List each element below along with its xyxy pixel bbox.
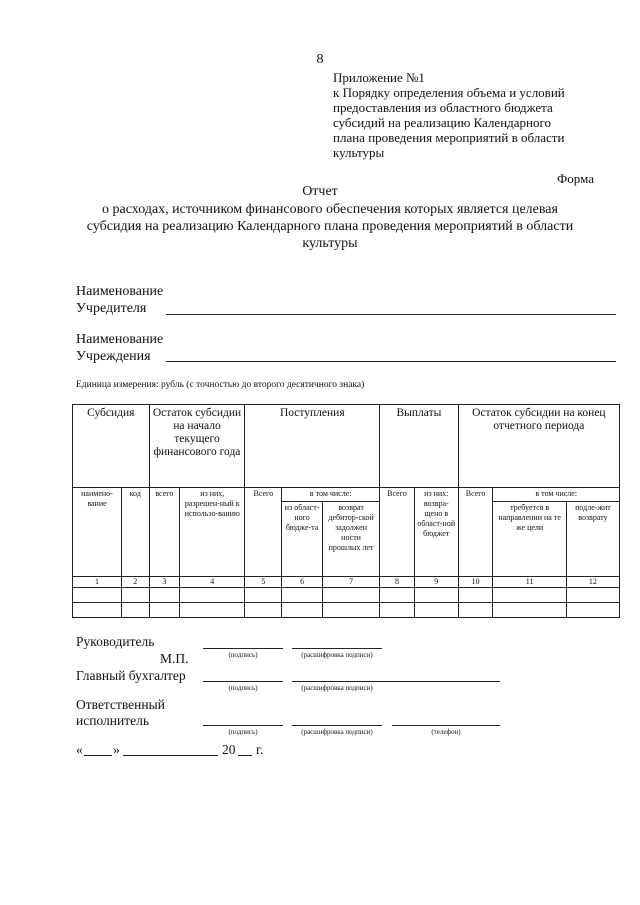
report-title: Отчет — [302, 184, 338, 199]
column-number: 3 — [149, 577, 180, 588]
col-closing-total: Всего — [458, 488, 493, 577]
table-row — [73, 588, 620, 603]
institution-label — [76, 331, 163, 365]
table-cell[interactable] — [149, 588, 180, 603]
responsible-decoding-line[interactable] — [292, 725, 382, 726]
founder-label — [76, 283, 163, 317]
table-cell[interactable] — [458, 588, 493, 603]
col-debt-return: возврат дебитор-ской задолжен ности прошлых лет — [322, 502, 379, 577]
founder-label-line1: Наименование — [76, 284, 164, 299]
table-cell[interactable] — [180, 588, 245, 603]
decoding-caption: (расшифровка подписи) — [301, 651, 373, 659]
col-group-subsidy: Субсидия — [73, 405, 150, 488]
appendix-note — [333, 70, 608, 160]
form-label: Форма — [557, 171, 594, 186]
table-cell[interactable] — [322, 588, 379, 603]
col-group-payments: Выплаты — [380, 405, 459, 488]
date-year-line[interactable] — [238, 755, 252, 756]
signature-caption: (подпись) — [228, 684, 258, 692]
report-table — [72, 404, 620, 618]
table-cell[interactable] — [282, 603, 323, 618]
founder-input-line[interactable] — [166, 314, 616, 315]
table-column-numbers-row — [73, 577, 620, 588]
column-number: 2 — [121, 577, 149, 588]
date-month-line[interactable] — [123, 755, 218, 756]
table-cell[interactable] — [414, 588, 458, 603]
col-needed-same-purpose: требуется в направлении на те же цели — [493, 502, 566, 577]
col-group-opening-balance: Остаток субсидии на начало текущего финансового года — [149, 405, 245, 488]
table-cell[interactable] — [121, 603, 149, 618]
table-cell[interactable] — [322, 603, 379, 618]
appendix-line: культуры — [333, 145, 385, 160]
col-to-be-returned: подле-жит возврату — [566, 502, 619, 577]
responsible-label — [76, 697, 165, 729]
col-receipts-including: в том числе: — [282, 488, 380, 502]
subtitle-line: о расходах, источником финансового обеспечения которых является целевая — [102, 202, 558, 217]
decoding-caption: (расшифровка подписи) — [301, 728, 373, 736]
column-number: 5 — [245, 577, 282, 588]
phone-caption: (телефон) — [431, 728, 461, 736]
col-opening-total: всего — [149, 488, 180, 577]
col-group-receipts: Поступления — [245, 405, 380, 488]
of-which-label: из них: — [424, 489, 449, 498]
table-cell[interactable] — [73, 588, 122, 603]
table-cell[interactable] — [73, 603, 122, 618]
chief-accountant-label: Главный бухгалтер — [76, 668, 186, 683]
table-cell[interactable] — [180, 603, 245, 618]
table-cell[interactable] — [566, 588, 619, 603]
subtitle-line: культуры — [302, 236, 358, 251]
subtitle-line: субсидия на реализацию Календарного плана проведения мероприятий в области — [86, 219, 574, 234]
signature-caption: (подпись) — [228, 651, 258, 659]
appendix-line: предоставления из областного бюджета — [333, 100, 553, 115]
stamp-label: М.П. — [160, 651, 189, 666]
table-cell[interactable] — [458, 603, 493, 618]
institution-label-line1: Наименование — [76, 332, 164, 347]
appendix-line: к Порядку определения объема и условий — [333, 85, 565, 100]
accountant-signature-line[interactable] — [203, 681, 283, 682]
phone-line[interactable] — [392, 725, 500, 726]
col-payments-total: Всего — [380, 488, 415, 577]
table-cell[interactable] — [282, 588, 323, 603]
appendix-line: Приложение №1 — [333, 70, 425, 85]
column-number: 10 — [458, 577, 493, 588]
table-cell[interactable] — [121, 588, 149, 603]
table-cell[interactable] — [149, 603, 180, 618]
table-cell[interactable] — [493, 588, 566, 603]
col-payments-returned — [414, 488, 458, 577]
institution-input-line[interactable] — [166, 361, 616, 362]
col-group-closing-balance: Остаток субсидии на конец отчетного периода — [458, 405, 619, 488]
table-subheader-row — [73, 488, 620, 502]
table-cell[interactable] — [414, 603, 458, 618]
table-row — [73, 603, 620, 618]
table-cell[interactable] — [245, 588, 282, 603]
table-cell[interactable] — [245, 603, 282, 618]
column-number: 6 — [282, 577, 323, 588]
institution-label-line2: Учреждения — [76, 349, 151, 364]
date-quote-close: » — [113, 742, 120, 757]
table-cell[interactable] — [493, 603, 566, 618]
date-day-line[interactable] — [84, 755, 112, 756]
returned-label: возвра-щено в област-ной бюджет — [417, 499, 456, 538]
responsible-label-line2: исполнитель — [76, 713, 149, 728]
date-quote-open: « — [76, 742, 83, 757]
column-number: 1 — [73, 577, 122, 588]
unit-of-measure: Единица измерения: рубль (с точностью до второго десятичного знака) — [76, 380, 365, 390]
head-label: Руководитель — [76, 634, 155, 649]
responsible-label-line1: Ответственный — [76, 697, 165, 712]
head-decoding-line[interactable] — [292, 648, 382, 649]
column-number: 11 — [493, 577, 566, 588]
page-number: 8 — [316, 52, 324, 67]
date-year-prefix: 20 — [222, 742, 236, 757]
column-number: 8 — [380, 577, 415, 588]
date-year-suffix: г. — [256, 742, 264, 757]
table-cell[interactable] — [566, 603, 619, 618]
table-cell[interactable] — [380, 603, 415, 618]
column-number: 7 — [322, 577, 379, 588]
appendix-line: плана проведения мероприятий в области — [333, 130, 565, 145]
founder-label-line2: Учредителя — [76, 301, 147, 316]
table-group-header-row — [73, 405, 620, 488]
col-closing-including: в том числе: — [493, 488, 620, 502]
report-subtitle — [70, 201, 590, 252]
responsible-signature-line[interactable] — [203, 725, 283, 726]
appendix-line: субсидий на реализацию Календарного — [333, 115, 552, 130]
col-from-regional-budget: из област-ного бюдже-та — [282, 502, 323, 577]
accountant-decoding-line[interactable] — [292, 681, 500, 682]
head-signature-line[interactable] — [203, 648, 283, 649]
signature-caption: (подпись) — [228, 728, 258, 736]
col-code: код — [121, 488, 149, 577]
col-name: наимено-вание — [73, 488, 122, 577]
column-number: 12 — [566, 577, 619, 588]
table-cell[interactable] — [380, 588, 415, 603]
col-opening-allowed: из них, разрешен-ный к использо-ванию — [180, 488, 245, 577]
column-number: 9 — [414, 577, 458, 588]
decoding-caption: (расшифровка подписи) — [301, 684, 373, 692]
column-number: 4 — [180, 577, 245, 588]
col-receipts-total: Всего — [245, 488, 282, 577]
